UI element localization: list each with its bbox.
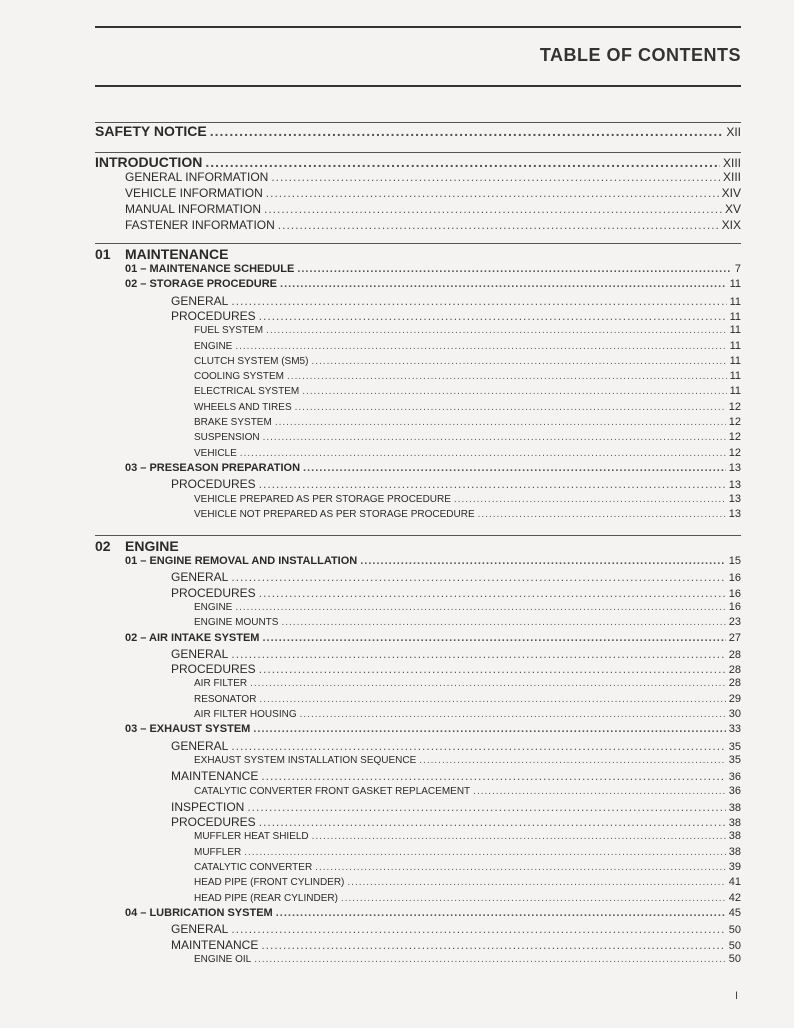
chapter-title: MAINTENANCE [125, 246, 229, 262]
toc-entry-label: 03 – PRESEASON PREPARATION [125, 461, 301, 474]
toc-entry-label: CATALYTIC CONVERTER [194, 862, 313, 873]
toc-entry-page: 12 [728, 446, 741, 459]
toc-entry-page: 13 [728, 461, 741, 474]
leader-dots [271, 170, 720, 184]
toc-entry[interactable] [125, 202, 741, 216]
toc-entry-label: GENERAL INFORMATION [125, 170, 269, 184]
leader-dots [302, 386, 726, 397]
page-title: TABLE OF CONTENTS [539, 45, 741, 65]
toc-entry-page: 13 [728, 507, 741, 520]
toc-entry[interactable] [194, 370, 741, 382]
toc-entry-label: ELECTRICAL SYSTEM [194, 386, 300, 398]
toc-entry-label: INTRODUCTION [95, 154, 203, 170]
toc-entry-page: 16 [728, 587, 741, 600]
leader-dots [276, 907, 726, 919]
leader-dots [473, 786, 726, 797]
toc-entry-label: GENERAL [171, 738, 229, 753]
leader-dots [478, 509, 726, 520]
leader-dots [264, 202, 722, 216]
toc-entry-page: 50 [728, 939, 741, 952]
toc-entry[interactable] [194, 601, 741, 613]
toc-entry-label: HEAD PIPE (REAR CYLINDER) [194, 892, 338, 904]
toc-entry-safety-notice[interactable] [95, 123, 741, 139]
toc-entry[interactable] [194, 708, 741, 720]
toc-entry-label: SUSPENSION [194, 432, 260, 444]
toc-entry-label: SAFETY NOTICE [95, 123, 207, 139]
leader-dots [254, 954, 726, 965]
toc-entry-page: 11 [729, 278, 741, 291]
toc-entry[interactable] [171, 815, 741, 829]
toc-entry-page: 11 [729, 354, 741, 367]
leader-dots [231, 922, 725, 936]
toc-entry-page: 28 [728, 664, 741, 677]
toc-entry[interactable] [125, 186, 741, 200]
toc-entry-label: 01 – MAINTENANCE SCHEDULE [125, 263, 295, 275]
toc-entry-page: 41 [728, 876, 741, 889]
toc-entry-page: 38 [728, 817, 741, 830]
toc-entry-page: XII [726, 125, 741, 139]
leader-dots [315, 862, 726, 873]
toc-entry[interactable] [194, 416, 741, 428]
toc-entry[interactable] [194, 693, 741, 705]
toc-entry-page: XIX [721, 218, 741, 232]
leader-dots [231, 294, 726, 308]
leader-dots [266, 325, 726, 336]
toc-entry[interactable] [194, 431, 741, 443]
toc-entry[interactable] [171, 662, 741, 676]
leader-dots [235, 602, 725, 613]
leader-dots [259, 662, 726, 676]
toc-entry-label: AIR FILTER HOUSING [194, 709, 297, 720]
leader-dots [297, 263, 732, 275]
toc-entry[interactable] [125, 907, 741, 919]
toc-entry-page: XIII [722, 170, 741, 184]
toc-entry-page: 28 [728, 677, 741, 690]
toc-entry-label: 02 – STORAGE PROCEDURE [125, 278, 278, 291]
leader-dots [259, 309, 727, 323]
toc-entry-page: 39 [728, 861, 741, 873]
leader-dots [419, 755, 725, 766]
toc-entry-label: PROCEDURES [171, 308, 256, 323]
toc-entry-page: 38 [728, 845, 741, 858]
section-divider [95, 243, 741, 244]
toc-entry-label: COOLING SYSTEM [194, 371, 285, 383]
toc-entry-page: 16 [728, 572, 741, 585]
toc-entry[interactable] [194, 616, 741, 628]
leader-dots [231, 739, 725, 753]
toc-entry[interactable] [171, 938, 741, 952]
toc-entry-label: VEHICLE INFORMATION [125, 186, 263, 200]
toc-entry-page: 11 [729, 339, 741, 352]
toc-entry-page: 11 [729, 324, 741, 337]
toc-entry-label: GENERAL [171, 293, 229, 308]
toc-entry-page: 29 [728, 692, 741, 705]
leader-dots [275, 417, 726, 428]
toc-entry[interactable] [125, 555, 741, 567]
toc-entry[interactable] [194, 846, 741, 858]
toc-entry-label: PROCEDURES [171, 477, 256, 492]
toc-entry[interactable] [125, 170, 741, 184]
toc-entry[interactable] [194, 324, 741, 336]
toc-entry[interactable] [171, 477, 741, 491]
toc-entry-page: XIV [721, 186, 741, 200]
toc-entry[interactable] [194, 677, 741, 689]
toc-entry[interactable] [125, 278, 741, 290]
leader-dots [235, 341, 726, 352]
toc-entry-label: VEHICLE PREPARED AS PER STORAGE PROCEDURE [194, 493, 451, 505]
section-divider [95, 152, 741, 153]
toc-entry-page: 45 [728, 906, 741, 919]
toc-entry-page: 11 [729, 385, 741, 398]
toc-entry[interactable] [194, 447, 741, 459]
leader-dots [312, 831, 726, 842]
leader-dots [261, 938, 725, 952]
toc-entry[interactable] [194, 340, 741, 352]
toc-entry-label: EXHAUST SYSTEM INSTALLATION SEQUENCE [194, 754, 417, 766]
toc-entry-label: MANUAL INFORMATION [125, 202, 262, 216]
leader-dots [244, 847, 726, 858]
toc-entry-page: 38 [728, 801, 741, 814]
toc-entry-page: 7 [734, 263, 741, 275]
toc-entry-label: ENGINE OIL [194, 953, 252, 965]
toc-entry-label: 03 – EXHAUST SYSTEM [125, 723, 251, 736]
toc-entry-label: VEHICLE NOT PREPARED AS PER STORAGE PROCEDURE [194, 508, 475, 520]
toc-entry[interactable] [171, 309, 741, 323]
leader-dots [262, 632, 725, 644]
toc-entry[interactable] [194, 830, 741, 842]
chapter-number: 01 [95, 246, 111, 262]
toc-entry[interactable] [194, 754, 741, 766]
toc-entry-label: MUFFLER [194, 846, 242, 858]
toc-entry-page: XV [724, 202, 741, 216]
toc-entry-page: 16 [728, 600, 741, 613]
toc-entry-page: 50 [728, 952, 741, 965]
toc-entry-page: 42 [728, 891, 741, 904]
toc-entry[interactable] [194, 493, 741, 505]
toc-entry[interactable] [125, 263, 741, 275]
toc-entry-page: XIII [722, 156, 741, 170]
leader-dots [287, 371, 727, 382]
toc-entry-page: 50 [728, 924, 741, 937]
toc-entry-introduction[interactable] [95, 154, 741, 170]
toc-entry-label: 01 – ENGINE REMOVAL AND INSTALLATION [125, 555, 358, 567]
toc-entry[interactable] [194, 861, 741, 873]
toc-entry[interactable] [171, 647, 741, 661]
toc-entry-page: 23 [728, 616, 741, 629]
toc-entry-label: GENERAL [171, 646, 229, 661]
page-number: I [735, 990, 739, 1002]
toc-entry[interactable] [125, 632, 741, 644]
toc-entry-page: 36 [728, 771, 741, 784]
toc-entry[interactable] [194, 785, 741, 797]
toc-entry-label: ENGINE [194, 601, 233, 613]
toc-entry-label: ENGINE [194, 340, 233, 352]
toc-entry-label: HEAD PIPE (FRONT CYLINDER) [194, 877, 345, 889]
leader-dots [259, 694, 725, 705]
leader-dots [347, 877, 725, 888]
toc-entry-page: 13 [728, 479, 741, 492]
leader-dots [341, 893, 726, 904]
toc-entry[interactable] [171, 586, 741, 600]
leader-dots [360, 555, 726, 567]
leader-dots [259, 586, 726, 600]
toc-entry-page: 11 [729, 310, 741, 323]
toc-entry[interactable] [171, 294, 741, 308]
leader-dots [259, 477, 726, 491]
toc-entry[interactable] [194, 385, 741, 397]
toc-entry-page: 28 [728, 648, 741, 661]
leader-dots [295, 402, 726, 413]
leader-dots [247, 800, 725, 814]
leader-dots [253, 723, 725, 735]
leader-dots [263, 432, 726, 443]
toc-entry-page: 35 [728, 753, 741, 766]
toc-entry-label: ENGINE MOUNTS [194, 617, 279, 629]
leader-dots [303, 462, 726, 474]
toc-entry-label: 02 – AIR INTAKE SYSTEM [125, 631, 260, 644]
toc-entry-page: 36 [728, 784, 741, 797]
leader-dots [231, 647, 725, 661]
toc-entry-label: FASTENER INFORMATION [125, 218, 275, 232]
leader-dots [259, 815, 726, 829]
leader-dots [266, 186, 719, 200]
toc-entry-label: MAINTENANCE [171, 937, 259, 952]
leader-dots [278, 218, 719, 232]
toc-entry-label: MUFFLER HEAT SHIELD [194, 831, 309, 843]
toc-entry-label: CLUTCH SYSTEM (SM5) [194, 355, 309, 367]
toc-entry-page: 27 [728, 631, 741, 644]
toc-entry-page: 11 [729, 295, 741, 308]
toc-entry-page: 12 [728, 431, 741, 444]
toc-entry[interactable] [171, 570, 741, 584]
toc-entry[interactable] [194, 508, 741, 520]
toc-entry-label: PROCEDURES [171, 815, 256, 830]
toc-entry[interactable] [171, 739, 741, 753]
toc-entry[interactable] [125, 218, 741, 232]
toc-entry[interactable] [194, 892, 741, 904]
toc-entry-label: CATALYTIC CONVERTER FRONT GASKET REPLACEMENT [194, 785, 471, 797]
header-rule-bottom [95, 85, 741, 87]
chapter-heading-engine[interactable] [95, 538, 179, 554]
toc-entry[interactable] [194, 876, 741, 888]
toc-entry[interactable] [171, 800, 741, 814]
toc-entry-page: 12 [728, 400, 741, 413]
toc-entry[interactable] [125, 723, 741, 735]
toc-entry-page: 30 [728, 708, 741, 720]
toc-entry-page: 12 [728, 416, 741, 428]
toc-entry-label: GENERAL [171, 570, 229, 585]
leader-dots [281, 617, 725, 628]
toc-entry-label: GENERAL [171, 922, 229, 937]
toc-entry-label: INSPECTION [171, 799, 245, 814]
chapter-title: ENGINE [125, 538, 179, 554]
toc-entry-label: FUEL SYSTEM [194, 325, 264, 337]
leader-dots [280, 278, 727, 290]
section-divider [95, 535, 741, 536]
leader-dots [231, 570, 725, 584]
leader-dots [240, 448, 726, 459]
toc-entry-label: PROCEDURES [171, 585, 256, 600]
toc-entry-page: 38 [728, 830, 741, 843]
chapter-heading-maintenance[interactable] [95, 246, 228, 262]
leader-dots [454, 494, 726, 505]
leader-dots [300, 709, 726, 720]
toc-entry-page: 33 [728, 723, 741, 736]
toc-entry[interactable] [194, 401, 741, 413]
leader-dots [261, 769, 725, 783]
toc-entry-label: MAINTENANCE [171, 769, 259, 784]
toc-entry-label: PROCEDURES [171, 662, 256, 677]
toc-entry-label: VEHICLE [194, 447, 237, 459]
toc-entry-page: 15 [728, 555, 741, 567]
chapter-number: 02 [95, 538, 111, 554]
toc-entry[interactable] [171, 922, 741, 936]
toc-entry-label: AIR FILTER [194, 678, 248, 690]
toc-entry-label: BRAKE SYSTEM [194, 417, 272, 428]
header-rule-top [95, 26, 741, 28]
leader-dots [210, 123, 724, 139]
toc-entry-label: RESONATOR [194, 693, 257, 705]
toc-entry-page: 13 [728, 492, 741, 505]
leader-dots [250, 678, 726, 689]
toc-entry-page: 35 [728, 740, 741, 753]
toc-entry[interactable] [194, 953, 741, 965]
toc-entry[interactable] [125, 462, 741, 474]
toc-entry-label: 04 – LUBRICATION SYSTEM [125, 906, 273, 919]
toc-entry-label: WHEELS AND TIRES [194, 401, 292, 413]
toc-entry[interactable] [171, 769, 741, 783]
toc-entry-page: 11 [729, 370, 741, 383]
leader-dots [205, 154, 720, 170]
toc-entry[interactable] [194, 355, 741, 367]
leader-dots [311, 356, 726, 367]
